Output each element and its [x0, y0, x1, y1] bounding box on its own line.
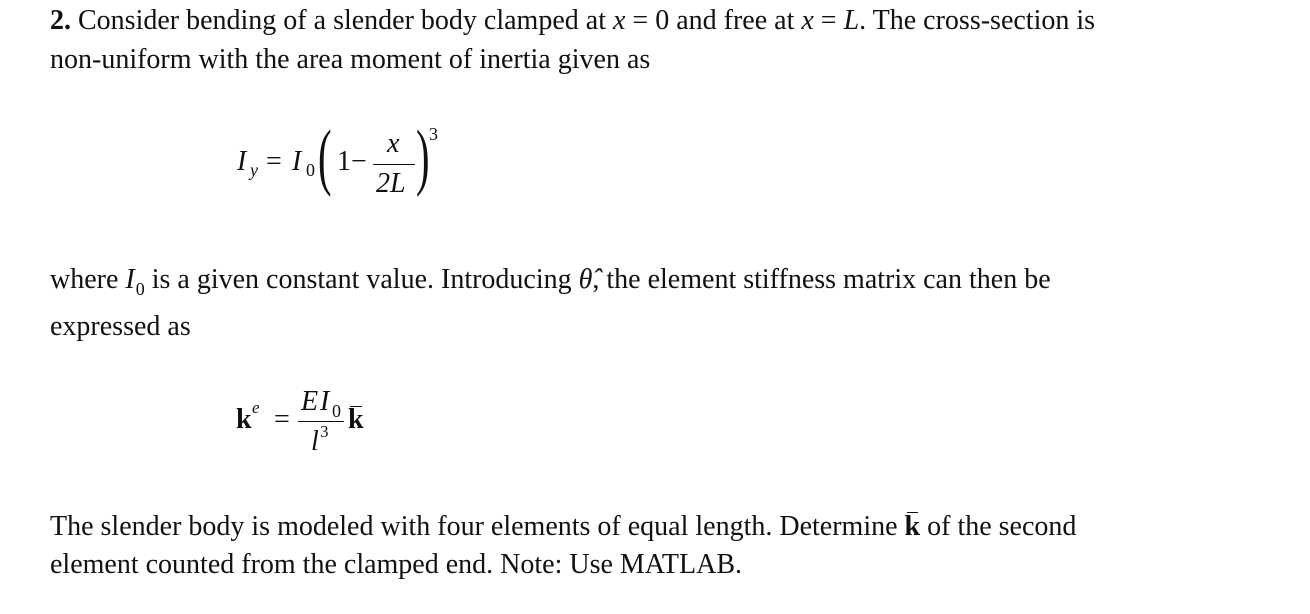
problem-line-3	[50, 263, 1051, 299]
eq1-numerator: x	[387, 128, 400, 159]
eq2-num-sub: 0	[332, 401, 341, 421]
eq2-k: k	[236, 404, 252, 435]
eq2-kbar: k	[348, 404, 364, 435]
problem-line-4: expressed as	[50, 311, 191, 342]
var-I0: I	[125, 264, 135, 295]
text-segment: of the second	[920, 511, 1077, 542]
eq1-sub-0: 0	[306, 160, 315, 180]
problem-line-5	[50, 510, 1076, 544]
problem-number: 2.	[50, 5, 71, 36]
eq1-exponent: 3	[429, 124, 438, 144]
var-theta-hat: θ̂	[578, 264, 593, 295]
eq1-sub-y: y	[250, 160, 258, 180]
eq2-den-exp: 3	[320, 422, 329, 441]
eq1-one-minus: 1−	[337, 146, 367, 177]
text-segment: The slender body is modeled with four elements of equal length. Determine	[50, 511, 905, 542]
problem-line-6: element counted from the clamped end. Note: Use MATLAB.	[50, 549, 743, 580]
text-segment: . The cross-section is	[859, 5, 1096, 36]
var-I0-sub: 0	[135, 279, 145, 299]
text-segment: where	[50, 264, 126, 295]
eq2-sup-e: e	[252, 398, 260, 417]
var-L: L	[843, 5, 860, 36]
eq1-denominator: 2L	[376, 168, 406, 199]
eq2-equals: =	[274, 404, 290, 435]
eq1-equals: =	[266, 146, 282, 177]
left-paren: (	[318, 116, 332, 198]
problem-line-2: non-uniform with the area moment of inertia given as	[50, 44, 651, 75]
text-segment: and free at	[669, 5, 802, 36]
text-segment: is a given constant value. Introducing	[144, 264, 579, 295]
eq1-I: I	[237, 146, 247, 177]
eq1-I0: I	[292, 146, 302, 177]
equals-sign: =	[625, 5, 656, 36]
fraction-bar	[373, 164, 415, 165]
right-paren: )	[416, 116, 430, 198]
var-x: x	[801, 5, 814, 36]
eq2-den-l: l	[311, 426, 319, 457]
text-segment: Consider bending of a slender body clamped at	[71, 5, 613, 36]
equals-sign: =	[813, 5, 844, 36]
var-x: x	[612, 5, 626, 36]
value-zero: 0	[655, 5, 670, 36]
text-segment: , the element stiffness matrix can then be	[592, 264, 1051, 295]
problem-line-1	[50, 4, 1095, 38]
eq2-num-E: E	[301, 386, 319, 417]
eq2-num-I: I	[320, 386, 330, 417]
inline-kbar: k	[904, 511, 921, 542]
